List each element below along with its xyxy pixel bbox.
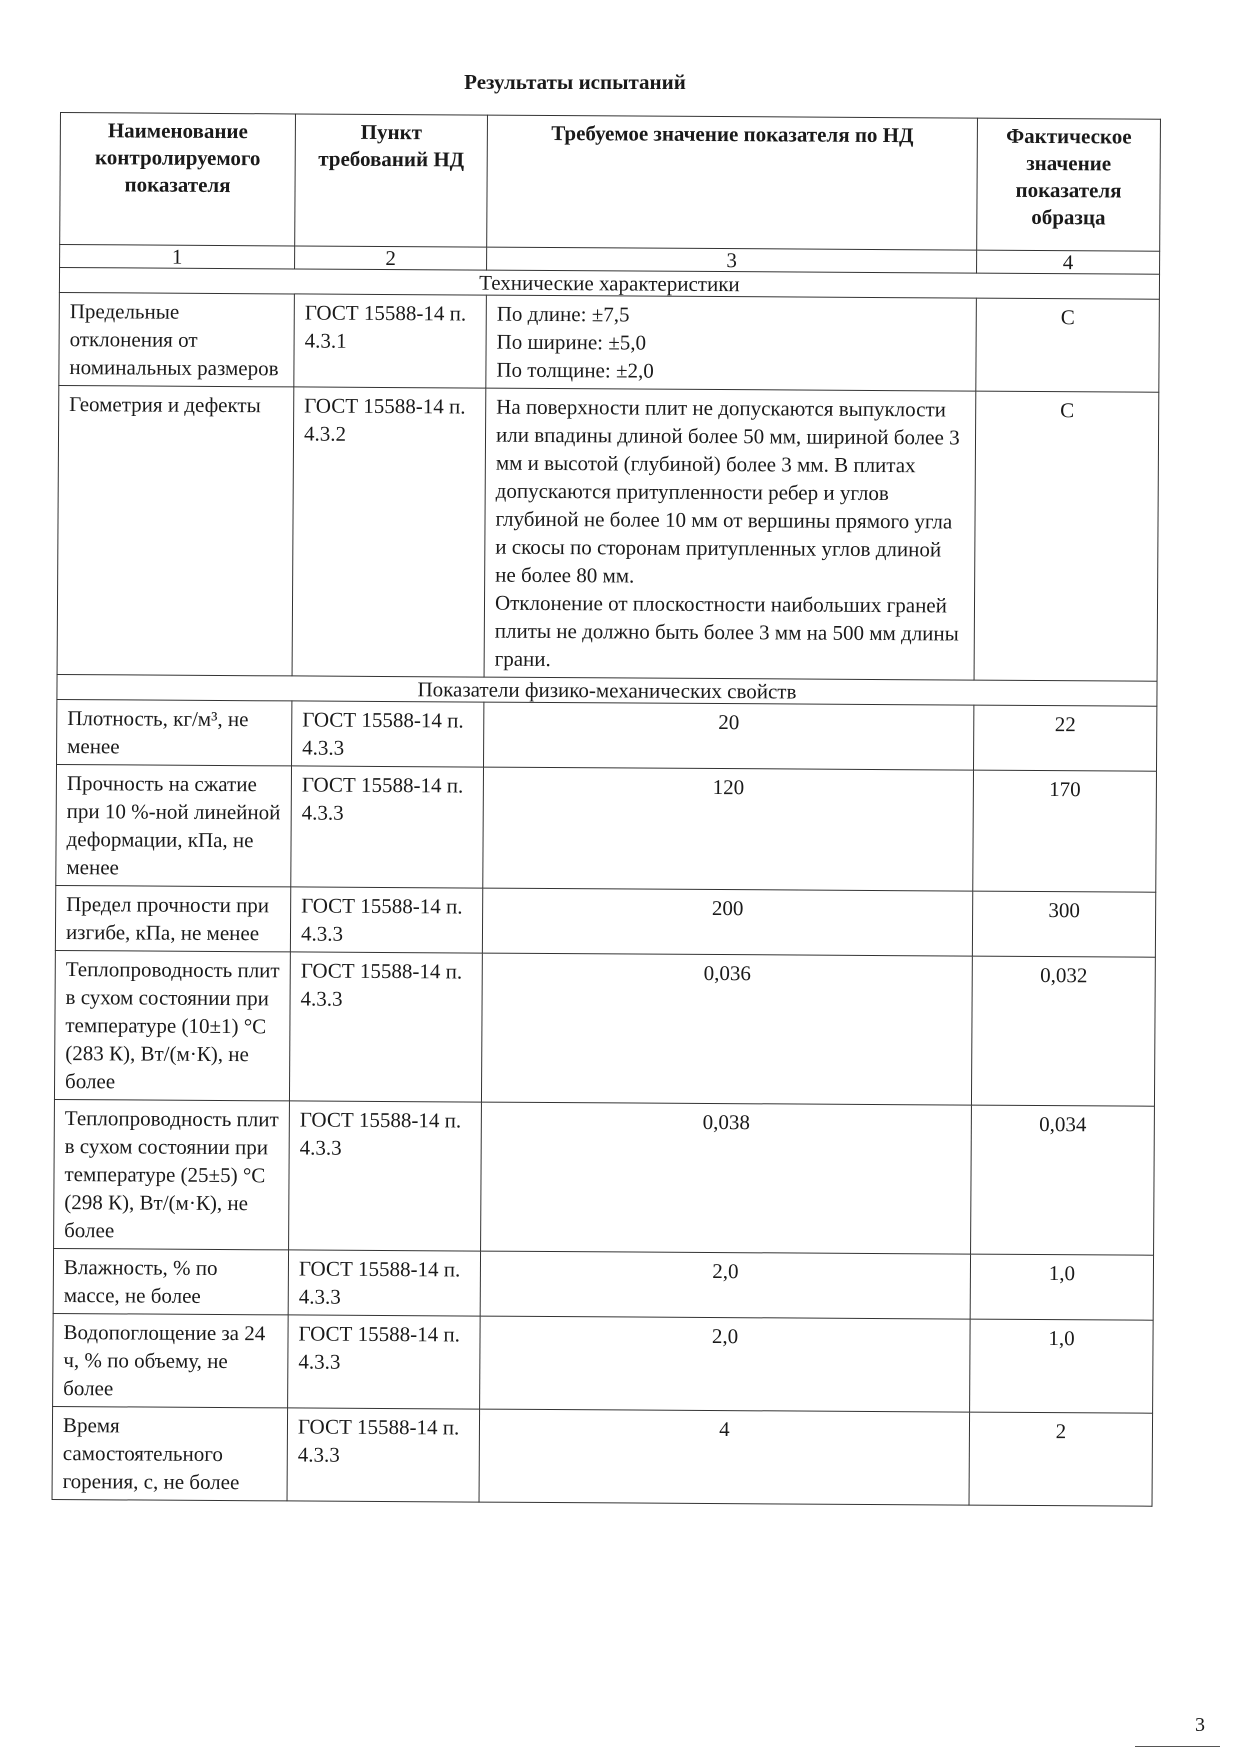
nd-clause: ГОСТ 15588-14 п. 4.3.3 (290, 887, 482, 953)
actual-value: 0,034 (971, 1105, 1155, 1255)
required-value: 200 (482, 888, 972, 956)
actual-value: 2 (969, 1412, 1153, 1506)
page-number: 3 (1195, 1714, 1205, 1736)
table-row (57, 385, 1159, 681)
nd-clause: ГОСТ 15588-14 п. 4.3.3 (291, 766, 484, 888)
nd-clause: ГОСТ 15588-14 п. 4.3.3 (288, 1250, 480, 1316)
actual-value: 300 (972, 891, 1155, 957)
section-title: Технические характеристики (59, 268, 1159, 300)
indicator-name: Предел прочности при изгибе, кПа, не менее (55, 885, 290, 951)
indicator-name: Плотность, кг/м³, не менее (57, 699, 292, 765)
indicator-name: Водопоглощение за 24 ч, % по объему, не более (53, 1313, 289, 1407)
indicator-name: Влажность, % по массе, не более (53, 1248, 288, 1314)
required-line: На поверхности плит не допускаются выпуклости или впадины длиной более 50 мм, шириной более 3 мм и высотой (глубиной) более 3 мм. В плитах допускаются притупленности ребер и углов глубиной не более 10 мм от вершины прямого угла и скосы по сторонам притупленных углов длиной не более 80 мм. (495, 394, 960, 588)
actual-value: С (974, 391, 1159, 681)
table-row (54, 950, 1155, 1106)
header-required-value: Требуемое значение показателя по НД (487, 115, 978, 250)
table-row (56, 764, 1157, 892)
results-table (52, 112, 1161, 1507)
actual-value: 1,0 (970, 1319, 1154, 1413)
indicator-name: Прочность на сжатие при 10 %-ной линейной деформации, кПа, не менее (56, 764, 292, 886)
table-row (53, 1313, 1154, 1413)
nd-clause: ГОСТ 15588-14 п. 4.3.3 (292, 701, 484, 767)
required-value: 2,0 (480, 1316, 971, 1412)
actual-value: С (976, 298, 1160, 392)
indicator-name: Предельные отклонения от номинальных размеров (59, 292, 295, 386)
actual-value: 0,032 (971, 956, 1155, 1106)
indicator-name: Теплопроводность плит в сухом состоянии при температуре (25±5) °С (298 К), Вт/(м·К), не более (54, 1099, 290, 1249)
table-header-row (60, 113, 1161, 252)
page-title: Результаты испытаний (464, 70, 686, 94)
table-row (57, 699, 1157, 771)
required-value: 120 (483, 767, 974, 891)
actual-value: 22 (973, 705, 1156, 771)
column-number: 1 (60, 245, 295, 269)
required-line: По толщине: ±2,0 (496, 357, 654, 383)
required-value (484, 388, 976, 680)
required-value: 2,0 (480, 1251, 970, 1319)
nd-clause: ГОСТ 15588-14 п. 4.3.1 (294, 294, 487, 388)
required-line: По ширине: ±5,0 (496, 329, 647, 355)
nd-clause: ГОСТ 15588-14 п. 4.3.3 (288, 1315, 481, 1409)
required-value: 0,038 (481, 1102, 972, 1254)
table-row (52, 1406, 1153, 1506)
nd-clause: ГОСТ 15588-14 п. 4.3.3 (289, 952, 482, 1102)
required-value: 0,036 (481, 953, 972, 1105)
required-value: 20 (484, 702, 974, 770)
header-indicator-name: Наименование контролируемого показателя (60, 113, 296, 246)
header-actual-value: Фактическое значение показателя образца (977, 118, 1161, 251)
indicator-name: Время самостоятельного горения, с, не более (52, 1406, 288, 1500)
required-line: Отклонение от плоскостности наибольших граней плиты не должно быть более 3 мм на 500 мм длины грани. (494, 590, 959, 672)
required-value (486, 295, 977, 391)
nd-clause: ГОСТ 15588-14 п. 4.3.3 (287, 1408, 480, 1502)
indicator-name: Теплопроводность плит в сухом состоянии при температуре (10±1) °С (283 К), Вт/(м·К), не более (54, 950, 290, 1100)
table-row (55, 885, 1155, 957)
column-number: 2 (295, 246, 487, 270)
indicator-name: Геометрия и дефекты (57, 385, 294, 675)
table-row (59, 292, 1160, 392)
page-number-underline (1135, 1746, 1220, 1747)
section-title: Показатели физико-механических свойств (57, 674, 1157, 706)
required-line: По длине: ±7,5 (496, 301, 630, 327)
table-row (54, 1099, 1155, 1255)
actual-value: 170 (973, 770, 1157, 892)
column-number: 3 (487, 247, 977, 273)
nd-clause: ГОСТ 15588-14 п. 4.3.3 (289, 1101, 482, 1251)
actual-value: 1,0 (970, 1254, 1153, 1320)
header-nd-clause: Пункт требований НД (295, 114, 488, 247)
column-number: 4 (977, 250, 1160, 274)
required-value: 4 (479, 1409, 970, 1505)
nd-clause: ГОСТ 15588-14 п. 4.3.2 (292, 387, 486, 677)
table-row (53, 1248, 1153, 1320)
